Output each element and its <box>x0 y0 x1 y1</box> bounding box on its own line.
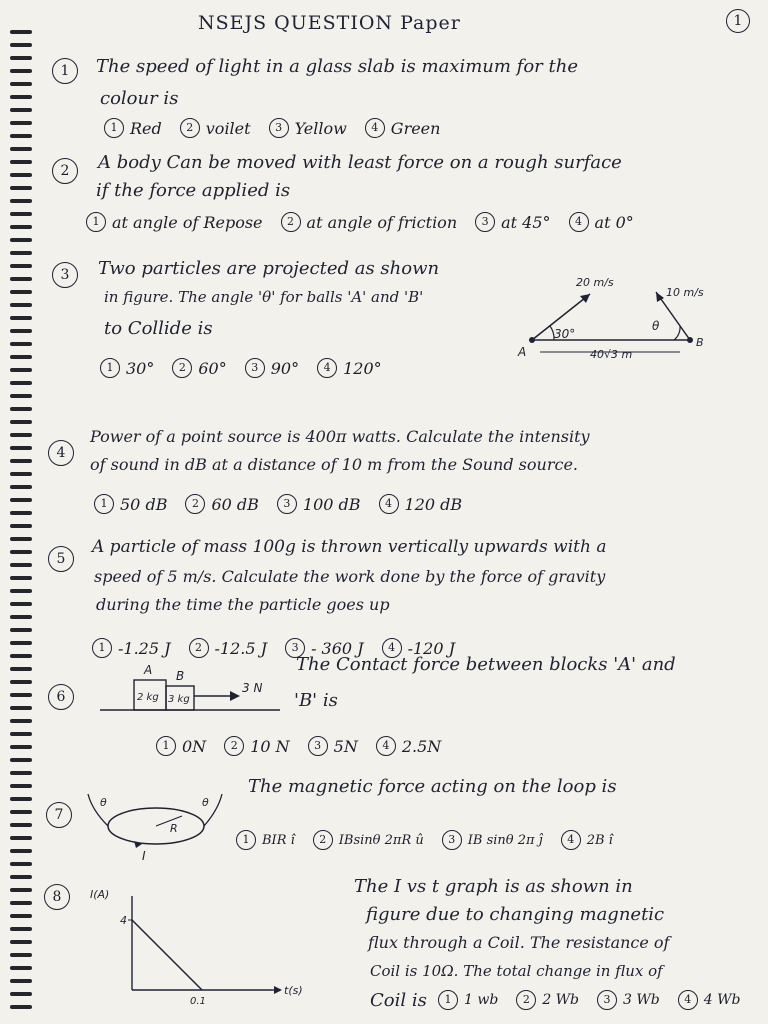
binding-hole <box>10 914 32 918</box>
question-line: 'B' is <box>294 690 338 711</box>
point-a-dot <box>529 337 535 343</box>
question-number: 8 <box>44 884 70 910</box>
binding-hole <box>10 511 32 515</box>
binding-hole <box>10 940 32 944</box>
binding-hole <box>10 628 32 632</box>
option-number: 2 <box>224 736 244 756</box>
option-text: 2.5N <box>401 736 442 756</box>
binding-hole <box>10 862 32 866</box>
option-text: 10 N <box>250 736 290 756</box>
option-text: 30° <box>126 358 155 378</box>
binding-hole <box>10 30 32 34</box>
question-line: of sound in dB at a distance of 10 m from the Sound source. <box>90 455 578 474</box>
binding-hole <box>10 329 32 333</box>
radius-line <box>156 816 182 826</box>
question-line: Power of a point source is 400π watts. Calculate the intensity <box>90 427 590 446</box>
binding-hole <box>10 641 32 645</box>
question-number: 7 <box>46 802 72 828</box>
option-text: BIR î <box>262 832 295 848</box>
radius-label: R <box>170 822 178 835</box>
binding-hole <box>10 719 32 723</box>
binding-hole <box>10 108 32 112</box>
angle-b-label: θ <box>652 319 660 333</box>
binding-hole <box>10 485 32 489</box>
binding-hole <box>10 693 32 697</box>
options-row <box>86 212 642 232</box>
binding-hole <box>10 706 32 710</box>
question-line: A body Can be moved with least force on a rough surface <box>98 152 622 173</box>
binding-hole <box>10 823 32 827</box>
velocity-b-label: 10 m/s <box>666 286 704 299</box>
option-number: 1 <box>94 494 114 514</box>
options-row <box>104 118 448 138</box>
question-line: to Collide is <box>104 318 213 339</box>
option-number: 3 <box>269 118 289 138</box>
option-text: voilet <box>205 118 251 138</box>
binding-hole <box>10 576 32 580</box>
question-number: 1 <box>52 58 78 84</box>
binding-hole <box>10 43 32 47</box>
binding-hole <box>10 199 32 203</box>
y-axis-title: I(A) <box>90 888 110 901</box>
option-number: 1 <box>104 118 124 138</box>
binding-hole <box>10 784 32 788</box>
option-text: IBsinθ 2πR û <box>338 832 424 848</box>
option-text: 90° <box>270 358 300 378</box>
binding-hole <box>10 173 32 177</box>
binding-hole <box>10 550 32 554</box>
option-text: 100 dB <box>302 494 361 514</box>
option-number: 2 <box>189 638 209 658</box>
binding-hole <box>10 953 32 957</box>
binding-hole <box>10 342 32 346</box>
option-number: 1 <box>92 638 112 658</box>
option-text: 120° <box>343 358 382 378</box>
option-text: 3 Wb <box>623 992 660 1008</box>
options-row <box>236 830 621 850</box>
option-text: 1 wb <box>464 992 499 1008</box>
force-label: 3 N <box>242 681 263 695</box>
option-text: -12.5 J <box>214 638 268 658</box>
binding-hole <box>10 667 32 671</box>
option-text: 5N <box>333 736 358 756</box>
binding-hole <box>10 82 32 86</box>
option-text: at angle of friction <box>306 212 458 232</box>
binding-hole <box>10 420 32 424</box>
binding-hole <box>10 797 32 801</box>
option-number: 4 <box>678 990 698 1010</box>
binding-hole <box>10 290 32 294</box>
option-text: 2 Wb <box>542 992 580 1008</box>
binding-hole <box>10 134 32 138</box>
theta-left-label: θ <box>100 796 107 809</box>
option-text: at 45° <box>501 212 551 232</box>
binding-hole <box>10 524 32 528</box>
option-text: Green <box>390 118 441 138</box>
options-row <box>94 494 470 514</box>
mass-b-label: 3 kg <box>168 694 190 705</box>
options-row <box>156 736 449 756</box>
binding-hole <box>10 95 32 99</box>
binding-hole <box>10 381 32 385</box>
binding-hole <box>10 602 32 606</box>
binding-hole <box>10 1005 32 1009</box>
option-number: 4 <box>379 494 399 514</box>
option-text: 4 Wb <box>703 992 741 1008</box>
binding-hole <box>10 888 32 892</box>
question-line: if the force applied is <box>96 180 291 201</box>
options-row <box>438 990 748 1010</box>
option-number: 2 <box>180 118 200 138</box>
binding-hole <box>10 316 32 320</box>
theta-right-label: θ <box>202 796 209 809</box>
question-line: The magnetic force acting on the loop is <box>248 776 617 797</box>
binding-hole <box>10 732 32 736</box>
binding-hole <box>10 459 32 463</box>
point-b-dot <box>687 337 693 343</box>
binding-hole <box>10 875 32 879</box>
option-number: 1 <box>438 990 458 1010</box>
velocity-a-label: 20 m/s <box>576 276 614 289</box>
option-text: Red <box>130 118 162 138</box>
option-number: 2 <box>516 990 536 1010</box>
binding-hole <box>10 433 32 437</box>
option-number: 3 <box>245 358 265 378</box>
binding-hole <box>10 927 32 931</box>
option-number: 3 <box>475 212 495 232</box>
option-number: 4 <box>317 358 337 378</box>
x-tick-label: 0.1 <box>190 996 206 1007</box>
question-line: in figure. The angle 'θ' for balls 'A' and 'B' <box>104 288 424 306</box>
option-number: 3 <box>285 638 305 658</box>
option-number: 4 <box>569 212 589 232</box>
page-number: 1 <box>726 9 750 33</box>
option-text: at 0° <box>594 212 634 232</box>
option-number: 4 <box>376 736 396 756</box>
current-series-line <box>132 920 202 990</box>
binding-hole <box>10 810 32 814</box>
binding-hole <box>10 147 32 151</box>
question-line: Coil is <box>370 990 427 1011</box>
binding-hole <box>10 680 32 684</box>
option-text: IB sinθ 2π ĵ <box>467 832 543 848</box>
binding-hole <box>10 498 32 502</box>
angle-a-label: 30° <box>554 327 576 341</box>
binding-hole <box>10 277 32 281</box>
blocks-figure <box>100 660 280 716</box>
option-number: 1 <box>236 830 256 850</box>
question-number: 5 <box>48 546 74 572</box>
question-line: colour is <box>100 88 179 109</box>
binding-hole <box>10 758 32 762</box>
question-number: 6 <box>48 684 74 710</box>
x-axis-title: t(s) <box>284 984 303 997</box>
option-text: -120 J <box>407 638 456 658</box>
option-text: 60° <box>198 358 227 378</box>
question-line: flux through a Coil. The resistance of <box>368 933 670 952</box>
binding-hole <box>10 472 32 476</box>
mass-a-label: 2 kg <box>137 692 159 703</box>
binding-hole <box>10 264 32 268</box>
option-number: 2 <box>313 830 333 850</box>
question-line: Two particles are projected as shown <box>98 258 440 279</box>
point-b-label: B <box>696 336 704 349</box>
binding-hole <box>10 407 32 411</box>
arrow-head-icon <box>230 691 240 701</box>
binding-hole <box>10 563 32 567</box>
current-label: I <box>142 849 146 863</box>
binding-hole <box>10 966 32 970</box>
binding-hole <box>10 212 32 216</box>
binding-hole <box>10 771 32 775</box>
question-line: figure due to changing magnetic <box>366 904 665 925</box>
binding-hole <box>10 745 32 749</box>
binding-hole <box>10 368 32 372</box>
option-number: 3 <box>442 830 462 850</box>
option-text: at angle of Repose <box>112 212 263 232</box>
block-a-label: A <box>144 663 153 677</box>
page-title: NSEJS QUESTION Paper <box>198 12 461 34</box>
question-line: The Contact force between blocks 'A' and <box>296 654 676 675</box>
binding-hole <box>10 849 32 853</box>
option-text: 50 dB <box>120 494 168 514</box>
binding-hole <box>10 589 32 593</box>
binding-hole <box>10 303 32 307</box>
binding-hole <box>10 446 32 450</box>
option-text: 0N <box>182 736 207 756</box>
binding-hole <box>10 186 32 190</box>
question-line: Coil is 10Ω. The total change in flux of <box>370 962 663 980</box>
binding-hole <box>10 160 32 164</box>
binding-hole <box>10 901 32 905</box>
spiral-binding <box>10 30 34 1020</box>
binding-hole <box>10 69 32 73</box>
option-number: 2 <box>281 212 301 232</box>
option-text: 60 dB <box>211 494 259 514</box>
question-number: 3 <box>52 262 78 288</box>
binding-hole <box>10 654 32 658</box>
binding-hole <box>10 979 32 983</box>
binding-hole <box>10 394 32 398</box>
option-number: 3 <box>597 990 617 1010</box>
loop-figure <box>82 786 230 866</box>
angle-arc-b <box>674 326 680 340</box>
binding-hole <box>10 251 32 255</box>
option-number: 2 <box>172 358 192 378</box>
point-a-label: A <box>518 345 527 359</box>
option-text: 2B î <box>586 832 613 848</box>
binding-hole <box>10 992 32 996</box>
binding-hole <box>10 56 32 60</box>
option-text: Yellow <box>294 118 347 138</box>
option-number: 4 <box>365 118 385 138</box>
option-number: 4 <box>561 830 581 850</box>
question-number: 4 <box>48 440 74 466</box>
option-text: -1.25 J <box>118 638 171 658</box>
binding-hole <box>10 836 32 840</box>
question-number: 2 <box>52 158 78 184</box>
option-number: 1 <box>156 736 176 756</box>
question-line: A particle of mass 100g is thrown vertically upwards with a <box>92 537 607 557</box>
question-line: speed of 5 m/s. Calculate the work done by the force of gravity <box>94 567 606 586</box>
binding-hole <box>10 615 32 619</box>
question-line: The speed of light in a glass slab is maximum for the <box>96 56 578 77</box>
it-graph <box>86 880 316 1010</box>
question-line: during the time the particle goes up <box>96 595 390 614</box>
binding-hole <box>10 238 32 242</box>
option-text: - 360 J <box>311 638 364 658</box>
question-line: The I vs t graph is as shown in <box>354 876 633 897</box>
distance-label: 40√3 m <box>590 348 633 361</box>
binding-hole <box>10 537 32 541</box>
options-row <box>100 358 390 378</box>
option-text: 120 dB <box>404 494 463 514</box>
option-number: 3 <box>277 494 297 514</box>
option-number: 1 <box>86 212 106 232</box>
binding-hole <box>10 121 32 125</box>
option-number: 3 <box>308 736 328 756</box>
option-number: 4 <box>382 638 402 658</box>
binding-hole <box>10 355 32 359</box>
projectile-figure <box>510 274 730 364</box>
arrow-head-icon <box>274 986 282 994</box>
binding-hole <box>10 225 32 229</box>
option-number: 2 <box>185 494 205 514</box>
y-tick-label: 4 <box>120 914 127 927</box>
option-number: 1 <box>100 358 120 378</box>
block-b-label: B <box>176 669 185 683</box>
